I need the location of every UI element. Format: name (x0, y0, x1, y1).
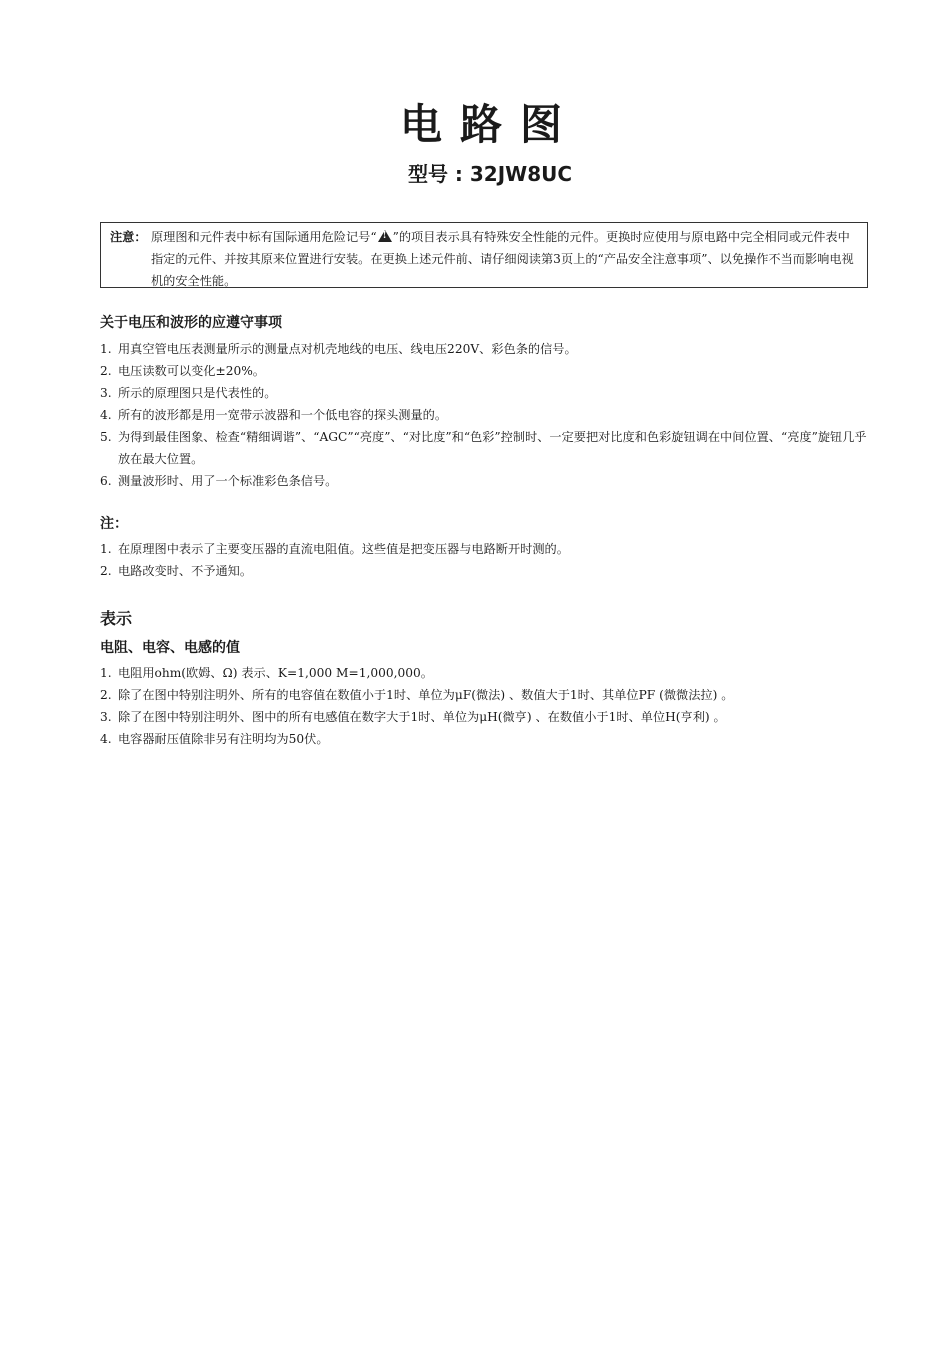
list-item: 1. 在原理图中表示了主要变压器的直流电阻值。这些值是把变压器与电路断开时测的。 (100, 542, 569, 556)
voltage-section-heading: 关于电压和波形的应遵守事项 (100, 315, 282, 331)
values-subheading: 电阻、电容、电感的值 (100, 640, 240, 656)
list-item: 5. 为得到最佳图象、检查“精细调谐”、“AGC”“亮度”、“对比度”和“色彩”控制时、一定要把对比度和色彩旋钮调在中间位置、“亮度”旋钮几乎放在最大位置。 (100, 430, 867, 466)
model-number: 型号 : 32JW8UC (407, 162, 573, 186)
values-list (100, 662, 890, 750)
page-title: 电路图 (399, 100, 580, 149)
list-item: 1. 用真空管电压表测量所示的测量点对机壳地线的电压、线电压220V、彩色条的信号。 (100, 342, 577, 356)
list-item: 2. 除了在图中特别注明外、所有的电容值在数值小于1时、单位为μF(微法) 、数值大于1时、其单位PF (微微法拉) 。 (100, 688, 734, 702)
notice-label: 注意： (110, 230, 147, 244)
safety-notice-box (100, 222, 868, 288)
voltage-list (100, 338, 872, 492)
list-item: 4. 电容器耐压值除非另有注明均为50伏。 (100, 732, 329, 746)
notice-text-after: ”的项目表示具有特殊安全性能的元件。更换时应使用与原电路中完全相同或元件表中指定的元件、并按其原来位置进行安装。在更换上述元件前、请仔细阅读第3页上的“产品安全注意事项”、以免操作不当而影响电视机的安全性能。 (151, 230, 854, 288)
list-item: 3. 所示的原理图只是代表性的。 (100, 386, 277, 400)
list-item: 2. 电路改变时、不予通知。 (100, 564, 253, 578)
list-item: 2. 电压读数可以变化±20%。 (100, 364, 265, 378)
list-item: 4. 所有的波形都是用一宽带示波器和一个低电容的探头测量的。 (100, 408, 448, 422)
notice-text (151, 226, 859, 292)
warning-triangle-icon (378, 230, 392, 242)
list-item: 1. 电阻用ohm(欧姆、Ω) 表示、K=1,000 M=1,000,000。 (100, 666, 433, 680)
notice-text-before: 原理图和元件表中标有国际通用危险记号“ (151, 230, 377, 244)
list-item: 6. 测量波形时、用了一个标准彩色条信号。 (100, 474, 338, 488)
display-section-heading: 表示 (100, 609, 133, 628)
note-list (100, 538, 872, 582)
note-section-heading: 注： (100, 516, 128, 532)
list-item: 3. 除了在图中特别注明外、图中的所有电感值在数字大于1时、单位为μH(微亨) 、在数值小于1时、单位H(亨利) 。 (100, 710, 726, 724)
